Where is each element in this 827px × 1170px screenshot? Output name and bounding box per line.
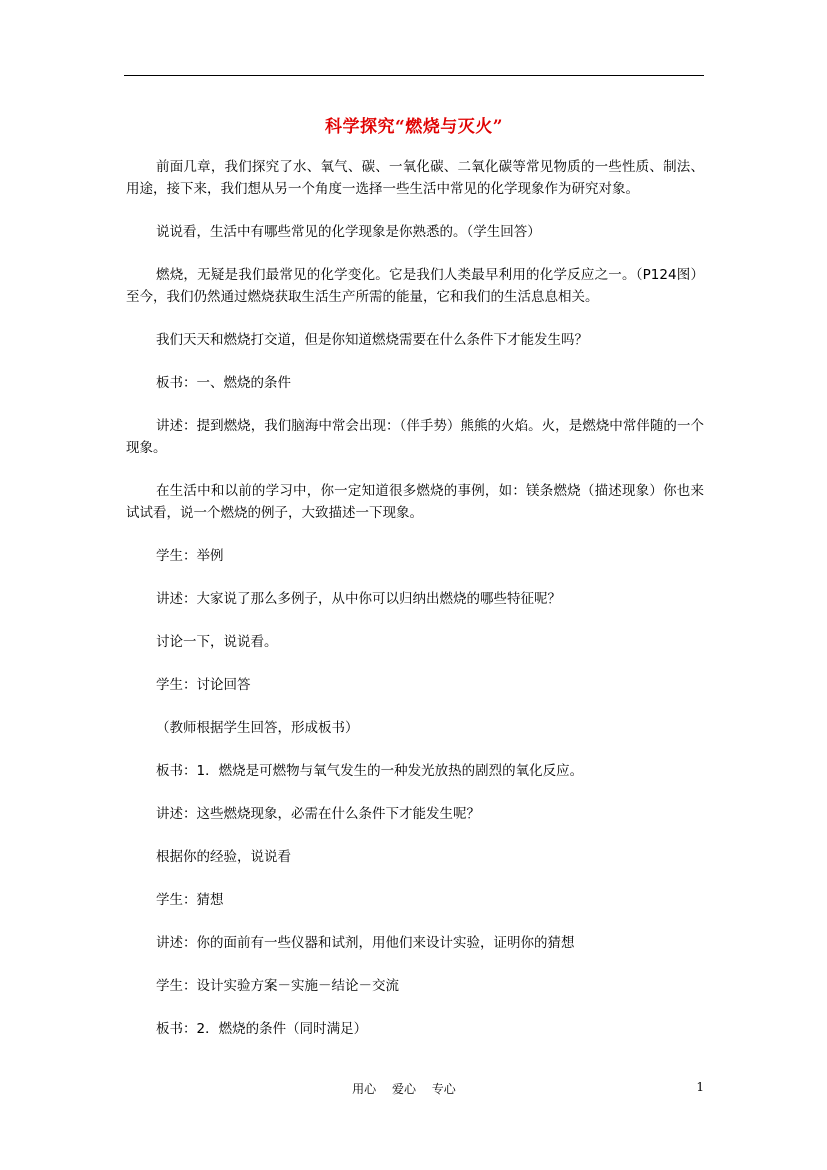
- footer-motto: 用心 爱心 专心: [352, 1082, 456, 1096]
- paragraph: 讲述：大家说了那么多例子，从中你可以归纳出燃烧的哪些特征呢？: [156, 591, 561, 607]
- page-number: 1: [696, 1080, 704, 1094]
- paragraph: 学生：讨论回答: [156, 677, 251, 693]
- paragraph: 在生活中和以前的学习中，你一定知道很多燃烧的事例，如：镁条燃烧（描述现象）你也来试试看，说一个燃烧的例子，大致描述一下现象。: [126, 483, 704, 521]
- paragraph: 讲述：你的面前有一些仪器和试剂，用他们来设计实验，证明你的猜想: [156, 935, 575, 951]
- document-body: [126, 156, 704, 1061]
- paragraph: 讨论一下，说说看。: [156, 634, 278, 650]
- paragraph: 板书：1．燃烧是可燃物与氧气发生的一种发光放热的剧烈的氧化反应。: [156, 763, 584, 779]
- paragraph: 板书：一、燃烧的条件: [156, 375, 291, 391]
- paragraph: 讲述：这些燃烧现象，必需在什么条件下才能发生呢？: [156, 806, 480, 822]
- document-title: 科学探究“燃烧与灭火”: [324, 117, 504, 137]
- paragraph: 板书：2．燃烧的条件（同时满足）: [156, 1021, 368, 1037]
- paragraph: （教师根据学生回答，形成板书）: [156, 720, 359, 736]
- paragraph: 学生：猜想: [156, 892, 224, 908]
- paragraph: 学生：举例: [156, 548, 224, 564]
- paragraph: 讲述：提到燃烧，我们脑海中常会出现：（伴手势）熊熊的火焰。火，是燃烧中常伴随的一个现象。: [126, 418, 704, 456]
- paragraph: 前面几章，我们探究了水、氧气、碳、一氧化碳、二氧化碳等常见物质的一些性质、制法、用途，接下来，我们想从另一个角度一选择一些生活中常见的化学现象作为研究对象。: [126, 159, 704, 197]
- paragraph: 说说看，生活中有哪些常见的化学现象是你熟悉的。（学生回答）: [156, 224, 541, 240]
- paragraph: 燃烧，无疑是我们最常见的化学变化。它是我们人类最早利用的化学反应之一。（P124图）至今，我们仍然通过燃烧获取生活生产所需的能量，它和我们的生活息息相关。: [126, 267, 704, 305]
- paragraph: 根据你的经验，说说看: [156, 849, 291, 865]
- header-rule: [124, 75, 704, 76]
- paragraph: 我们天天和燃烧打交道，但是你知道燃烧需要在什么条件下才能发生吗？: [156, 332, 588, 348]
- paragraph: 学生：设计实验方案－实施－结论－交流: [156, 978, 399, 994]
